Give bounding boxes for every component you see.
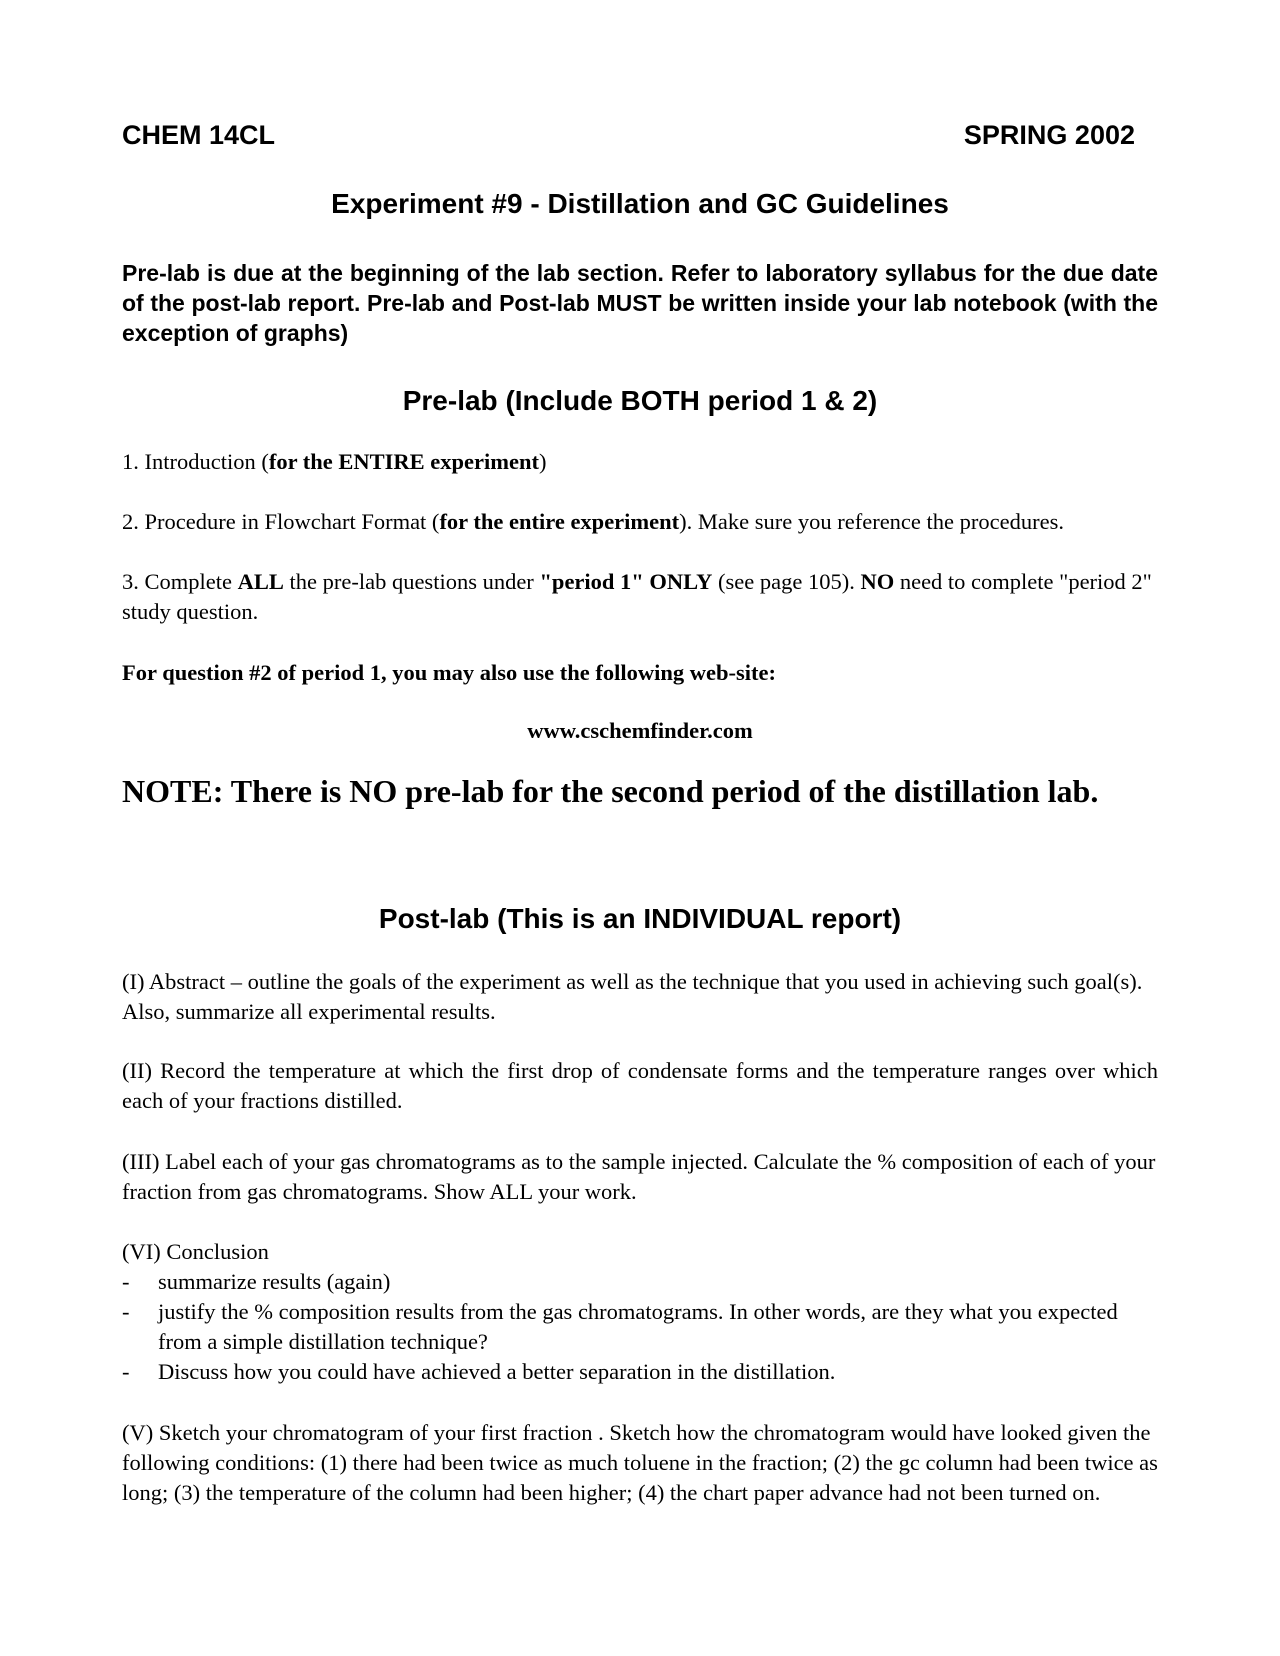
list-item-text: summarize results (again): [158, 1269, 391, 1294]
term-label: SPRING 2002: [963, 120, 1135, 150]
list-item-text: Discuss how you could have achieved a better separation in the distillation.: [158, 1359, 836, 1384]
postlab-record: (II) Record the temperature at which the first drop of condensate forms and the temperature ranges over which each of your fractions distilled.: [122, 1058, 1158, 1113]
list-marker: -: [122, 1359, 130, 1384]
item-emphasis: for the entire experiment: [439, 509, 680, 534]
item-emphasis: ALL: [237, 569, 284, 594]
postlab-sketch: (V) Sketch your chromatogram of your first fraction . Sketch how the chromatogram would have looked given the following conditions: (1) there had been twice as much toluene in the fraction; (2) the gc column had been twice as long; (3) the temperature of the column had been higher; (4) the chart paper advance had not been turned on.: [122, 1420, 1158, 1505]
item-emphasis: for the ENTIRE experiment: [268, 449, 540, 474]
item-text: ). Make sure you reference the procedures.: [679, 509, 1064, 534]
item-text: need to complete "period 2" study question.: [122, 569, 1152, 624]
conclusion-heading: (VI) Conclusion: [122, 1239, 269, 1264]
list-item: [122, 1297, 1158, 1357]
item-text: (see page 105).: [712, 569, 861, 594]
item-text: 2. Procedure in Flowchart Format (: [122, 509, 440, 534]
website-link[interactable]: www.cschemfinder.com: [527, 718, 753, 743]
prelab-item-questions: [122, 567, 1158, 627]
item-emphasis: "period 1" ONLY: [539, 569, 713, 594]
intro-paragraph: Pre-lab is due at the beginning of the lab section. Refer to laboratory syllabus for the due date of the post-lab report. Pre-lab and Post-lab MUST be written inside your lab notebook (with the exception of graphs): [122, 260, 1158, 346]
item-text: ): [539, 449, 547, 474]
item-text: 3. Complete: [122, 569, 238, 594]
list-item: [122, 1267, 1158, 1297]
course-code: CHEM 14CL: [122, 120, 276, 150]
item-text: the pre-lab questions under: [283, 569, 540, 594]
item-text: 1. Introduction (: [122, 449, 269, 474]
website-note: For question #2 of period 1, you may also use the following web-site:: [122, 660, 776, 685]
postlab-abstract: (I) Abstract – outline the goals of the experiment as well as the technique that you used in achieving such goal(s). Also, summarize all experimental results.: [122, 969, 1143, 1024]
prelab-item-procedure: [122, 507, 1158, 537]
list-marker: -: [122, 1269, 130, 1294]
conclusion-list: [122, 1267, 1158, 1387]
list-marker: -: [122, 1299, 130, 1324]
list-item-text: justify the % composition results from the gas chromatograms. In other words, are they what you expected from a simple distillation technique?: [158, 1299, 1118, 1354]
postlab-heading: Post-lab (This is an INDIVIDUAL report): [378, 903, 902, 934]
list-item: [122, 1357, 1158, 1387]
prelab-note: NOTE: There is NO pre-lab for the second period of the distillation lab.: [122, 773, 1099, 809]
prelab-heading: Pre-lab (Include BOTH period 1 & 2): [402, 385, 878, 416]
postlab-label: (III) Label each of your gas chromatograms as to the sample injected. Calculate the % composition of each of your fraction from gas chromatograms. Show ALL your work.: [122, 1149, 1156, 1204]
item-emphasis: NO: [860, 569, 895, 594]
prelab-item-introduction: [122, 447, 1158, 477]
page-title: Experiment #9 - Distillation and GC Guidelines: [331, 188, 949, 219]
